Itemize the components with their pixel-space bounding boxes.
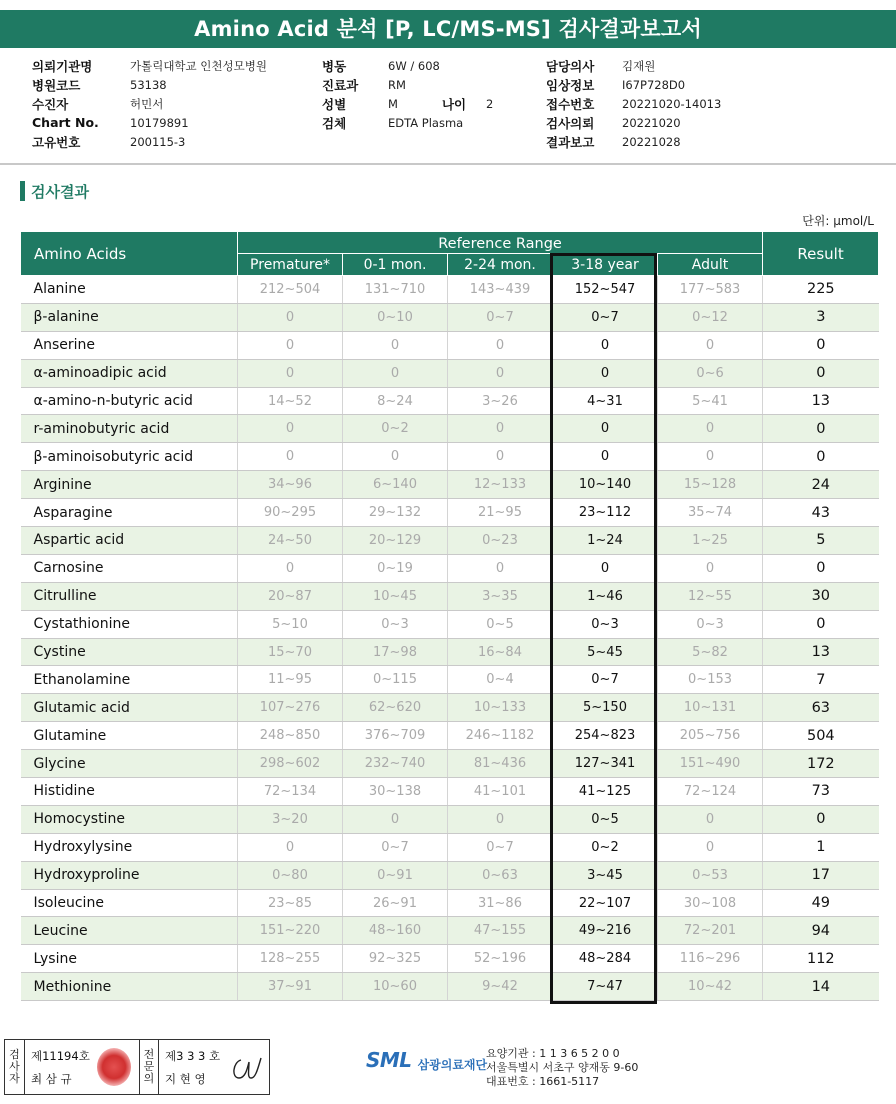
inspector-label-char: 사 [9, 1060, 20, 1073]
info-value: I67P728D0 [622, 77, 686, 92]
org-address: 서울특별시 서초구 양재동 9-60 [486, 1061, 639, 1074]
reference-range-cell: 8~24 [343, 387, 448, 415]
amino-acid-name: Alanine [21, 276, 238, 304]
table-row [21, 276, 879, 304]
specialist-label-char: 의 [143, 1072, 155, 1085]
reference-range-cell: 127~341 [553, 750, 658, 778]
reference-range-cell: 7~47 [553, 973, 658, 1001]
info-value: 200115-3 [130, 134, 186, 149]
reference-range-cell: 20~87 [238, 582, 343, 610]
reference-range-cell: 151~220 [238, 917, 343, 945]
reference-range-cell: 0 [553, 359, 658, 387]
header-ref-3-18-year: 3-18 year [553, 254, 658, 276]
amino-acid-name: Carnosine [21, 554, 238, 582]
reference-range-cell: 151~490 [658, 750, 763, 778]
result-value: 14 [763, 973, 879, 1001]
reference-range-cell: 205~756 [658, 722, 763, 750]
reference-range-cell: 72~134 [238, 778, 343, 806]
reference-range-cell: 92~325 [343, 945, 448, 973]
reference-range-cell: 1~46 [553, 582, 658, 610]
amino-acid-name: Cystathionine [21, 610, 238, 638]
info-value: RM [388, 77, 406, 92]
reference-range-cell: 10~140 [553, 471, 658, 499]
table-row [21, 443, 879, 471]
specialist-label-char: 문 [143, 1060, 155, 1073]
reference-range-cell: 0 [238, 331, 343, 359]
reference-range-cell: 212~504 [238, 276, 343, 304]
specialist-label [139, 1040, 159, 1094]
reference-range-cell: 29~132 [343, 499, 448, 527]
info-label: 접수번호 [546, 96, 595, 112]
reference-range-cell: 90~295 [238, 499, 343, 527]
reference-range-cell: 0 [553, 554, 658, 582]
reference-range-cell: 41~125 [553, 778, 658, 806]
section-marker [20, 181, 25, 201]
result-value: 225 [763, 276, 879, 304]
specialist-name: 지 현 영 [165, 1072, 206, 1086]
reference-range-cell: 0 [658, 805, 763, 833]
inspector-label [5, 1040, 25, 1094]
sml-contact-info [486, 1047, 638, 1089]
amino-acid-name: Methionine [21, 973, 238, 1001]
reference-range-cell: 5~45 [553, 638, 658, 666]
reference-range-cell: 3~35 [448, 582, 553, 610]
inspector-label-char: 자 [9, 1072, 20, 1085]
amino-acid-name: β-aminoisobutyric acid [21, 443, 238, 471]
reference-range-cell: 0~19 [343, 554, 448, 582]
reference-range-cell: 128~255 [238, 945, 343, 973]
specialist-license-no: 제3 3 3 호 [165, 1049, 221, 1063]
amino-acid-name: Homocystine [21, 805, 238, 833]
info-value: 허민서 [130, 96, 164, 111]
reference-range-cell: 0~53 [658, 861, 763, 889]
info-label: 검사의뢰 [546, 115, 595, 131]
reference-range-cell: 0~7 [553, 666, 658, 694]
reference-range-cell: 0 [343, 805, 448, 833]
reference-range-cell: 22~107 [553, 889, 658, 917]
reference-range-cell: 0~153 [658, 666, 763, 694]
reference-range-cell: 0~10 [343, 303, 448, 331]
reference-range-cell: 0 [658, 443, 763, 471]
result-value: 0 [763, 331, 879, 359]
reference-range-cell: 35~74 [658, 499, 763, 527]
org-code: 요양기관 : 1 1 3 6 5 2 0 0 [486, 1047, 620, 1060]
table-row [21, 945, 879, 973]
reference-range-cell: 15~70 [238, 638, 343, 666]
result-value: 172 [763, 750, 879, 778]
table-row [21, 917, 879, 945]
result-value: 0 [763, 805, 879, 833]
amino-acid-name: Leucine [21, 917, 238, 945]
result-value: 13 [763, 638, 879, 666]
info-value: 6W / 608 [388, 58, 440, 73]
table-row [21, 359, 879, 387]
reference-range-cell: 0 [658, 415, 763, 443]
result-value: 17 [763, 861, 879, 889]
reference-range-cell: 0 [238, 415, 343, 443]
reference-range-cell: 0 [553, 415, 658, 443]
reference-range-cell: 0 [343, 443, 448, 471]
info-value: M [388, 96, 398, 111]
reference-range-cell: 12~133 [448, 471, 553, 499]
reference-range-cell: 48~160 [343, 917, 448, 945]
result-value: 73 [763, 778, 879, 806]
header-amino-acids: Amino Acids [21, 232, 238, 276]
reference-range-cell: 0~7 [448, 833, 553, 861]
inspector-license-no: 제11194호 [31, 1049, 90, 1063]
info-label: 의뢰기관명 [32, 58, 93, 74]
reference-range-cell: 0 [448, 443, 553, 471]
reference-range-cell: 0 [238, 443, 343, 471]
sml-logo-mark: SML [366, 1047, 412, 1072]
reference-range-cell: 152~547 [553, 276, 658, 304]
reference-range-cell: 37~91 [238, 973, 343, 1001]
reference-range-cell: 15~128 [658, 471, 763, 499]
reference-range-cell: 10~45 [343, 582, 448, 610]
result-value: 49 [763, 889, 879, 917]
table-row [21, 303, 879, 331]
info-label: 성별 [322, 96, 347, 112]
reference-range-cell: 0 [448, 415, 553, 443]
signature-box [4, 1039, 270, 1095]
info-label: Chart No. [32, 115, 99, 130]
table-row [21, 973, 879, 1001]
table-row [21, 582, 879, 610]
reference-range-cell: 177~583 [658, 276, 763, 304]
reference-range-cell: 30~138 [343, 778, 448, 806]
reference-range-cell: 0~23 [448, 527, 553, 555]
header-divider [0, 163, 896, 165]
reference-range-cell: 298~602 [238, 750, 343, 778]
reference-range-cell: 0 [658, 833, 763, 861]
reference-range-cell: 0~6 [658, 359, 763, 387]
reference-range-cell: 49~216 [553, 917, 658, 945]
result-value: 0 [763, 359, 879, 387]
reference-range-cell: 0~5 [448, 610, 553, 638]
reference-range-cell: 131~710 [343, 276, 448, 304]
reference-range-cell: 1~24 [553, 527, 658, 555]
reference-range-cell: 246~1182 [448, 722, 553, 750]
reference-range-cell: 5~82 [658, 638, 763, 666]
result-value: 13 [763, 387, 879, 415]
patient-info-col2 [322, 56, 493, 132]
reference-range-cell: 0 [658, 554, 763, 582]
reference-range-cell: 1~25 [658, 527, 763, 555]
info-value: 10179891 [130, 115, 189, 130]
reference-range-cell: 0~91 [343, 861, 448, 889]
reference-range-cell: 9~42 [448, 973, 553, 1001]
reference-range-cell: 0 [238, 554, 343, 582]
inspector-name: 최 삼 규 [31, 1072, 72, 1086]
table-row [21, 805, 879, 833]
reference-range-cell: 3~45 [553, 861, 658, 889]
reference-range-cell: 0~7 [448, 303, 553, 331]
reference-range-cell: 0 [238, 359, 343, 387]
header-ref-2-24-mon: 2-24 mon. [448, 254, 553, 276]
reference-range-cell: 16~84 [448, 638, 553, 666]
reference-range-cell: 3~26 [448, 387, 553, 415]
reference-range-cell: 41~101 [448, 778, 553, 806]
reference-range-cell: 48~284 [553, 945, 658, 973]
table-row [21, 610, 879, 638]
info-label: 결과보고 [546, 134, 595, 150]
reference-range-cell: 0 [343, 359, 448, 387]
reference-range-cell: 81~436 [448, 750, 553, 778]
header-ref-premature: Premature* [238, 254, 343, 276]
info-label: 수진자 [32, 96, 69, 112]
table-row [21, 415, 879, 443]
reference-range-cell: 62~620 [343, 694, 448, 722]
result-value: 0 [763, 415, 879, 443]
info-label: 검체 [322, 115, 347, 131]
info-value: 김재원 [622, 58, 656, 73]
result-value: 504 [763, 722, 879, 750]
header-ref-0-1-mon: 0-1 mon. [343, 254, 448, 276]
reference-range-cell: 254~823 [553, 722, 658, 750]
reference-range-cell: 17~98 [343, 638, 448, 666]
table-row [21, 499, 879, 527]
section-title [20, 180, 89, 202]
reference-range-cell: 0~5 [553, 805, 658, 833]
result-value: 0 [763, 554, 879, 582]
reference-range-cell: 5~150 [553, 694, 658, 722]
reference-range-cell: 143~439 [448, 276, 553, 304]
amino-acid-name: Aspartic acid [21, 527, 238, 555]
amino-acid-name: β-alanine [21, 303, 238, 331]
reference-range-cell: 0~2 [343, 415, 448, 443]
specialist-label-char: 전 [143, 1048, 155, 1061]
amino-acid-name: Anserine [21, 331, 238, 359]
amino-acid-name: Ethanolamine [21, 666, 238, 694]
reference-range-cell: 248~850 [238, 722, 343, 750]
result-value: 7 [763, 666, 879, 694]
reference-range-cell: 3~20 [238, 805, 343, 833]
reference-range-cell: 116~296 [658, 945, 763, 973]
reference-range-cell: 0~7 [343, 833, 448, 861]
table-row [21, 387, 879, 415]
header-ref-adult: Adult [658, 254, 763, 276]
reference-range-cell: 47~155 [448, 917, 553, 945]
result-value: 5 [763, 527, 879, 555]
info-value: 가톨릭대학교 인천성모병원 [130, 58, 267, 73]
reference-range-cell: 5~41 [658, 387, 763, 415]
info-value: 53138 [130, 77, 167, 92]
reference-range-cell: 0 [448, 331, 553, 359]
reference-range-cell: 30~108 [658, 889, 763, 917]
info-label: 병원코드 [32, 77, 81, 93]
reference-range-cell: 5~10 [238, 610, 343, 638]
result-value: 94 [763, 917, 879, 945]
result-value: 1 [763, 833, 879, 861]
table-row [21, 471, 879, 499]
reference-range-cell: 0 [553, 331, 658, 359]
reference-range-cell: 0 [238, 833, 343, 861]
amino-acid-name: Glycine [21, 750, 238, 778]
reference-range-cell: 0 [448, 554, 553, 582]
reference-range-cell: 23~112 [553, 499, 658, 527]
info-label: 담당의사 [546, 58, 595, 74]
reference-range-cell: 0 [553, 443, 658, 471]
reference-range-cell: 0~3 [343, 610, 448, 638]
amino-acid-name: Arginine [21, 471, 238, 499]
amino-acid-name: Hydroxylysine [21, 833, 238, 861]
age-label: 나이 [441, 96, 467, 112]
amino-acid-name: Cystine [21, 638, 238, 666]
table-row [21, 750, 879, 778]
table-row [21, 554, 879, 582]
reference-range-cell: 0~4 [448, 666, 553, 694]
org-phone: 대표번호 : 1661-5117 [486, 1075, 600, 1088]
result-value: 0 [763, 610, 879, 638]
table-row [21, 722, 879, 750]
info-value: EDTA Plasma [388, 115, 464, 130]
info-label: 진료과 [322, 77, 359, 93]
reference-range-cell: 0~3 [658, 610, 763, 638]
reference-range-cell: 6~140 [343, 471, 448, 499]
reference-range-cell: 0~63 [448, 861, 553, 889]
reference-range-cell: 4~31 [553, 387, 658, 415]
amino-acid-name: Citrulline [21, 582, 238, 610]
reference-range-cell: 72~124 [658, 778, 763, 806]
reference-range-cell: 14~52 [238, 387, 343, 415]
sml-logo [366, 1046, 487, 1073]
table-row [21, 666, 879, 694]
info-label: 병동 [322, 58, 347, 74]
reference-range-cell: 34~96 [238, 471, 343, 499]
info-value: 20221020 [622, 115, 681, 130]
amino-acid-name: Glutamine [21, 722, 238, 750]
reference-range-cell: 12~55 [658, 582, 763, 610]
reference-range-cell: 0 [658, 331, 763, 359]
amino-acid-name: Hydroxyproline [21, 861, 238, 889]
result-value: 30 [763, 582, 879, 610]
table-row [21, 527, 879, 555]
amino-acid-name: Histidine [21, 778, 238, 806]
reference-range-cell: 31~86 [448, 889, 553, 917]
reference-range-cell: 107~276 [238, 694, 343, 722]
reference-range-cell: 0~2 [553, 833, 658, 861]
reference-range-cell: 0~12 [658, 303, 763, 331]
amino-acid-name: Isoleucine [21, 889, 238, 917]
reference-range-cell: 72~201 [658, 917, 763, 945]
reference-range-cell: 0~80 [238, 861, 343, 889]
inspector-label-char: 검 [9, 1048, 20, 1061]
table-row [21, 889, 879, 917]
result-value: 63 [763, 694, 879, 722]
amino-acid-name: Asparagine [21, 499, 238, 527]
info-label: 임상정보 [546, 77, 595, 93]
header-result: Result [763, 232, 879, 276]
signature-icon [227, 1048, 263, 1086]
reference-range-cell: 0~115 [343, 666, 448, 694]
reference-range-cell: 0 [448, 359, 553, 387]
reference-range-cell: 10~60 [343, 973, 448, 1001]
info-label: 고유번호 [32, 134, 81, 150]
table-row [21, 833, 879, 861]
reference-range-cell: 10~133 [448, 694, 553, 722]
reference-range-cell: 52~196 [448, 945, 553, 973]
patient-info-col3 [546, 56, 721, 151]
table-row [21, 694, 879, 722]
reference-range-cell: 26~91 [343, 889, 448, 917]
reference-range-cell: 11~95 [238, 666, 343, 694]
age-value: 2 [485, 96, 494, 111]
amino-acid-name: α-aminoadipic acid [21, 359, 238, 387]
header-reference-range: Reference Range [238, 232, 763, 254]
result-value: 0 [763, 443, 879, 471]
patient-info-col1 [32, 56, 267, 151]
report-title: Amino Acid 분석 [P, LC/MS-MS] 검사결과보고서 [0, 10, 896, 48]
result-value: 112 [763, 945, 879, 973]
reference-range-cell: 21~95 [448, 499, 553, 527]
results-table [20, 231, 879, 1001]
amino-acid-name: r-aminobutyric acid [21, 415, 238, 443]
unit-label: 단위: μmol/L [802, 214, 874, 228]
reference-range-cell: 10~42 [658, 973, 763, 1001]
info-value: 20221028 [622, 134, 681, 149]
result-value: 43 [763, 499, 879, 527]
table-row [21, 861, 879, 889]
reference-range-cell: 376~709 [343, 722, 448, 750]
amino-acid-name: Lysine [21, 945, 238, 973]
section-title-text: 검사결과 [31, 182, 89, 201]
amino-acid-name: Glutamic acid [21, 694, 238, 722]
reference-range-cell: 23~85 [238, 889, 343, 917]
reference-range-cell: 0~7 [553, 303, 658, 331]
info-value: 20221020-14013 [622, 96, 722, 111]
table-row [21, 638, 879, 666]
reference-range-cell: 0 [448, 805, 553, 833]
table-row [21, 778, 879, 806]
reference-range-cell: 0~3 [553, 610, 658, 638]
result-value: 24 [763, 471, 879, 499]
sml-org-name: 삼광의료재단 [417, 1058, 488, 1072]
reference-range-cell: 10~131 [658, 694, 763, 722]
amino-acid-name: α-amino-n-butyric acid [21, 387, 238, 415]
table-row [21, 331, 879, 359]
result-value: 3 [763, 303, 879, 331]
seal-stamp-icon [97, 1048, 131, 1086]
reference-range-cell: 0 [343, 331, 448, 359]
reference-range-cell: 24~50 [238, 527, 343, 555]
reference-range-cell: 232~740 [343, 750, 448, 778]
reference-range-cell: 0 [238, 303, 343, 331]
reference-range-cell: 20~129 [343, 527, 448, 555]
